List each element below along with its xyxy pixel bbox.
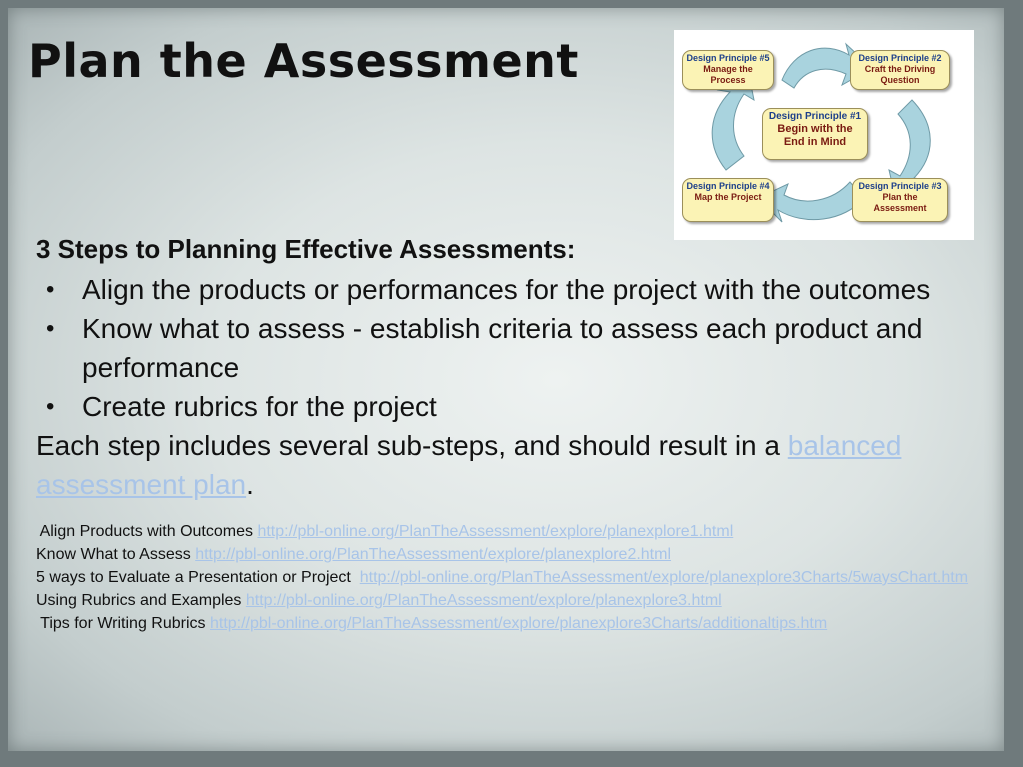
list-item: [36, 309, 986, 387]
principle-5-box: [682, 50, 774, 90]
list-item: [36, 270, 986, 309]
step-text: Know what to assess - establish criteria to assess each product and performance: [82, 313, 923, 383]
principle-heading: Design Principle #2: [858, 53, 942, 63]
step-text: Create rubrics for the project: [82, 391, 437, 422]
principle-heading: Design Principle #5: [686, 53, 770, 63]
principle-heading: Design Principle #1: [768, 111, 862, 122]
reference-item: [36, 543, 986, 566]
reference-label: 5 ways to Evaluate a Presentation or Project: [36, 569, 360, 586]
reference-link[interactable]: http://pbl-online.org/PlanTheAssessment/explore/planexplore3.html: [245, 592, 722, 609]
balanced-assessment-plan-link[interactable]: balanced assessment plan: [36, 430, 902, 500]
summary-text: Each step includes several sub-steps, and should result in a: [36, 430, 780, 461]
design-principles-diagram: [674, 30, 974, 240]
reference-links: [36, 520, 986, 635]
reference-link[interactable]: http://pbl-online.org/PlanTheAssessment/explore/planexplore3Charts/additionaltips.htm: [209, 615, 828, 632]
summary-period: .: [246, 469, 254, 500]
bullet-icon: •: [46, 276, 55, 303]
principle-heading: Design Principle #3: [858, 181, 942, 191]
steps-list: [36, 270, 986, 426]
reference-item: [36, 612, 986, 635]
principle-4-box: [682, 178, 774, 222]
principle-3-box: [852, 178, 948, 222]
slide-title: Plan the Assessment: [28, 34, 579, 88]
list-item: [36, 387, 986, 426]
principle-subtitle: Begin with the End in Mind: [777, 123, 853, 148]
summary-paragraph: [36, 426, 986, 504]
step-text: Align the products or performances for the project with the outcomes: [82, 274, 931, 305]
steps-heading: 3 Steps to Planning Effective Assessments:: [36, 234, 576, 264]
reference-item: [36, 520, 986, 543]
principle-subtitle: Craft the Driving Question: [864, 64, 936, 85]
reference-item: [36, 566, 986, 589]
principle-subtitle: Map the Project: [694, 192, 762, 202]
reference-label: Using Rubrics and Examples: [36, 592, 246, 609]
principle-2-box: [850, 50, 950, 90]
slide-body: [36, 234, 986, 635]
slide: [8, 8, 1004, 751]
reference-label: Align Products with Outcomes: [36, 523, 258, 540]
principle-subtitle: Manage the Process: [703, 64, 753, 85]
reference-link[interactable]: http://pbl-online.org/PlanTheAssessment/explore/planexplore1.html: [257, 523, 734, 540]
bullet-icon: •: [46, 315, 55, 342]
principle-subtitle: Plan the Assessment: [873, 192, 927, 213]
reference-item: [36, 589, 986, 612]
principle-heading: Design Principle #4: [686, 181, 770, 191]
principle-1-box: [762, 108, 868, 160]
reference-link[interactable]: http://pbl-online.org/PlanTheAssessment/explore/planexplore2.html: [195, 546, 672, 563]
reference-link[interactable]: http://pbl-online.org/PlanTheAssessment/explore/planexplore3Charts/5waysChart.htm: [359, 569, 969, 586]
reference-label: Know What to Assess: [36, 546, 196, 563]
reference-label: Tips for Writing Rubrics: [36, 615, 210, 632]
bullet-icon: •: [46, 393, 55, 420]
